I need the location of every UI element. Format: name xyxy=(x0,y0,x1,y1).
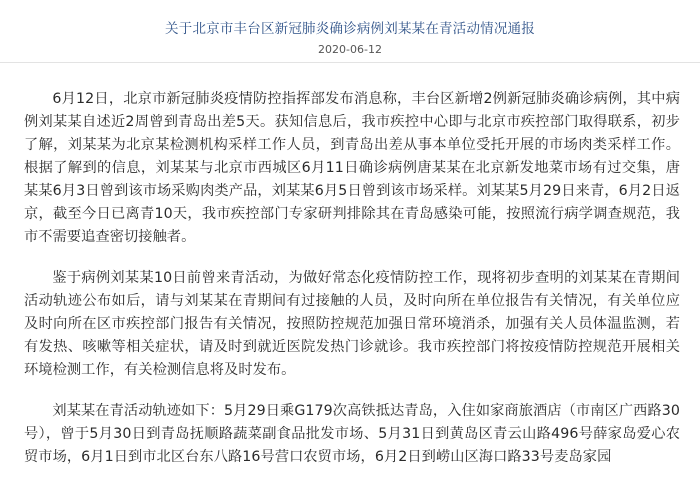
paragraph-1: 6月12日，北京市新冠肺炎疫情防控指挥部发布消息称，丰台区新增2例新冠肺炎确诊病例，其中病例刘某某自述近2周曾到青岛出差5天。获知信息后，我市疾控中心即与北京市疾控部门取得联系，初步了解，刘某某为北京某检测机构采样工作人员，到青岛出差从事本单位受托开展的市场肉类采样工作。根据了解到的信息，刘某某与北京市西城区6月11日确诊病例唐某某在北京新发地菜市场有过交集，唐某某6月3日曾到该市场采购肉类产品，刘某某6月5日曾到该市场采样。刘某某5月29日来青，6月2日返京，截至今日已离青10天，我市疾控部门专家研判排除其在青岛感染可能，按照流行病学调查规范，我市不需要追查密切接触者。 xyxy=(24,91,680,245)
header-divider xyxy=(0,62,700,63)
publish-date: 2020-06-12 xyxy=(318,43,382,56)
paragraph-2: 鉴于病例刘某某10日前曾来青活动，为做好常态化疫情防控工作，现将初步查明的刘某某在青期间活动轨迹公布如后，请与刘某某在青期间有过接触的人员，及时向所在单位报告有关情况，有关单位应及时向所在区市疾控部门报告有关情况，按照防控规范加强日常环境消杀，加强有关人员体温监测，若有发热、咳嗽等相关症状，请及时到就近医院发热门诊就诊。我市疾控部门将按疫情防控规范开展相关环境检测工作，有关检测信息将及时发布。 xyxy=(24,270,680,378)
article-body xyxy=(24,88,680,469)
article-title: 关于北京市丰台区新冠肺炎确诊病例刘某某在青活动情况通报 xyxy=(165,21,535,37)
article-header xyxy=(0,0,700,68)
paragraph-3: 刘某某在青活动轨迹如下：5月29日乘G179次高铁抵达青岛，入住如家商旅酒店（市南区广西路30号），曾于5月30日到青岛抚顺路蔬菜副食品批发市场、5月31日到黄岛区青云山路496号薛家岛爱心农贸市场，6月1日到市北区台东八路16号营口农贸市场，6月2日到崂山区海口路33号麦岛家园 xyxy=(24,403,680,465)
